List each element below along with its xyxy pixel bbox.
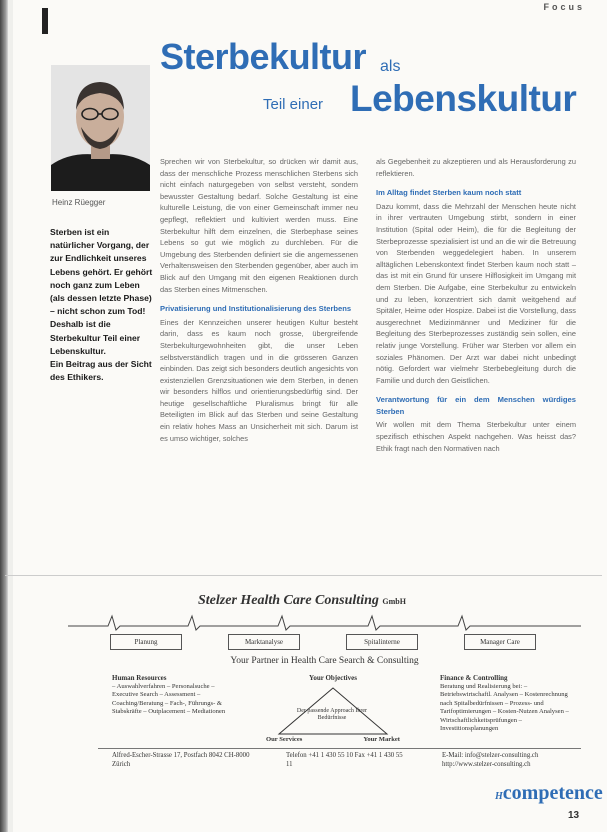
teaser-text: Sterben ist ein natürlicher Vorgang, der zur Endlichkeit unseres Lebens gehört. Er gehört noch ganz zum Leben (als dessen letzte Phase) – nicht schon zum Tod! Deshalb ist die Sterbekultur Teil einer Lebenskultur.: [50, 227, 153, 356]
subheading: Im Alltag findet Sterben kaum noch statt: [376, 188, 522, 198]
ad-box-4: Manager Care: [464, 634, 536, 650]
paragraph: Dazu kommt, dass die Mehrzahl der Menschen heute nicht in ihrer vertrauten Umgebung stirbt, sondern in einer Institution (Spital oder Heim), die für die Begleitung der Sterbeprozesse spezialisiert ist und an die wir die Betreuung von Sterbenden weggedelegiert haben. In unserem alltäglichen Lebenskontext findet Sterben kaum noch statt – das ist mit ein Grund für unsere Hilflosigkeit im Umgang mit dem Sterben. Die Aufgabe, eine Sterbekultur zu entwickeln und zu leben, konzentriert sich damit weitgehend auf Spitäler, Heime oder Hospize. Dabei ist die Vorstellung, dass ausgerechnet Medizinmänner und Mediziner für die Begleitung des Sterbeprozesses zuständig sein sollen, eine relativ junge Vorstellung. Früher war Sterben vor allem ein soziales Phänomen. Der Arzt war dabei nicht unbedingt nötig. Gefordert war vielmehr Sterbebegleitung durch die Familie und durch den Geistlichen.: [376, 201, 576, 385]
paragraph: als Gegebenheit zu akzeptieren und als Herausforderung zu reflektieren.: [376, 157, 576, 178]
paragraph: Sprechen wir von Sterbekultur, so drücken wir damit aus, dass der menschliche Prozess menschlichen Sterbens sich nicht einfach naturgegeben von selbst versteht, sondern bewusster Gestaltung bedarf. Solche Gestaltung ist eine kulturelle Leistung, die von einer Gemeinschaft immer neu gepflegt, reflektiert und kultiviert werden muss. Eine Sterbekultur hilft dem einzelnen, die Sterbephase seines Lebens so gut wie möglich zu durchleben. Für die Umgebung des Sterbenden definiert sie die angemessenen Verhaltensweisen den Sterbenden gegenüber, aber auch im Blick auf den Umgang mit den eigenen Reaktionen durch das Sterben eines Mitmenschen.: [160, 157, 358, 294]
ad-hr-title: Human Resources: [112, 674, 167, 682]
ad-finance-block: [440, 674, 580, 734]
ad-web: E-Mail: info@stelzer-consulting.ch http://www.stelzer-consulting.ch: [442, 752, 539, 768]
ad-company-name: Stelzer Health Care Consulting: [198, 593, 379, 608]
ad-box-3: Spitalinterne: [346, 634, 418, 650]
title-connector-1: als: [380, 58, 401, 75]
ad-objectives-block: [268, 674, 398, 683]
teaser: [50, 226, 153, 384]
subheading: Verantwortung für ein dem Menschen würdiges Sterben: [376, 395, 576, 416]
subheading: Privatisierung und Institutionalisierung des Sterbens: [160, 304, 352, 314]
ad-address: Alfred-Escher-Strasse 17, Postfach 8042 CH-8000 Zürich: [112, 752, 250, 768]
teaser-subline: Ein Beitrag aus der Sicht des Ethikers.: [50, 359, 152, 383]
ad-company-suffix: GmbH: [382, 597, 406, 606]
ad-box-1: Planung: [110, 634, 182, 650]
article-column-2: [376, 156, 576, 458]
corner-mark: [42, 8, 48, 34]
logo-text: competence: [502, 782, 603, 804]
advertisement: [68, 590, 581, 776]
title-line-1: Sterbekultur: [160, 36, 367, 77]
logo-prefix: H: [495, 791, 503, 802]
ad-box-2: Marktanalyse: [228, 634, 300, 650]
article-column-1: [160, 156, 358, 448]
magazine-logo: [495, 782, 603, 805]
portrait-caption: Heinz Rüegger: [52, 198, 106, 207]
ad-your-market: Your Market: [363, 736, 400, 743]
title-line-2: Lebenskultur: [350, 78, 577, 119]
title-connector-2: Teil einer: [263, 96, 324, 113]
ad-objectives-title: Your Objectives: [309, 674, 357, 682]
ad-contact-rule: [98, 748, 581, 749]
ad-finance-items: Beratung und Realisierung bei: – Betriebswirtschaftl. Analysen – Kostenrechnung nach Spitalbedürfnissen – Prozess- und Tarifoptimierungen – Kosten-Nutzen Analysen – Wirtschaftlichkeitsprüfungen – Investitionsplanungen: [440, 682, 569, 732]
ad-divider: [5, 575, 602, 576]
page-number: 13: [568, 810, 580, 821]
ad-hr-items: – Auswahlverfahren – Personalsuche – Executive Search – Assessment – Coaching/Beratung – Fach-, Führungs- & Stabskräfte – Outplacement – Mediationen: [112, 682, 226, 715]
ad-objectives-center: Der passende Approach Ihrer Bedürfnisse: [296, 708, 368, 721]
author-portrait: [51, 65, 150, 191]
ad-finance-title: Finance & Controlling: [440, 674, 508, 682]
ad-phone: Telefon +41 1 430 55 10 Fax +41 1 430 55 11: [286, 752, 403, 768]
portrait-image: [51, 65, 150, 191]
paragraph: Wir wollen mit dem Thema Sterbekultur unter einem spezifisch ethischen Aspekt nachgehen. Was heisst das? Ethik fragt nach den Normativen nach: [376, 420, 576, 453]
ecg-line: [68, 612, 581, 632]
ad-hr-block: [112, 674, 232, 717]
ad-our-services: Our Services: [266, 736, 303, 743]
page-spine-edge: [8, 0, 13, 832]
paragraph: Eines der Kennzeichen unserer heutigen Kultur besteht darin, dass es kaum noch grosse, übergreifende Sterbekulturgewohnheiten gibt, die unser Leben selbstverständlich tragen und in die grösseren Ganzen einbinden. Das zeigt sich besonders deutlich angesichts von existenziellen Grenzsituationen wie dem Sterben, in denen wir besonders hilflos und orientierungsbedürftig sind. Der heutige gesellschaftliche Pluralismus bringt für alle Beteiligten im Blick auf das Sterben und seine Gestaltung ein relativ hohes Mass an Unsicherheit mit sich. Darum ist es umso wichtiger, solches: [160, 317, 358, 443]
section-label: Focus: [543, 2, 585, 12]
page-spine: [0, 0, 8, 832]
ad-company: [198, 593, 406, 609]
ad-partner-line: Your Partner in Health Care Search & Consulting: [230, 656, 419, 666]
